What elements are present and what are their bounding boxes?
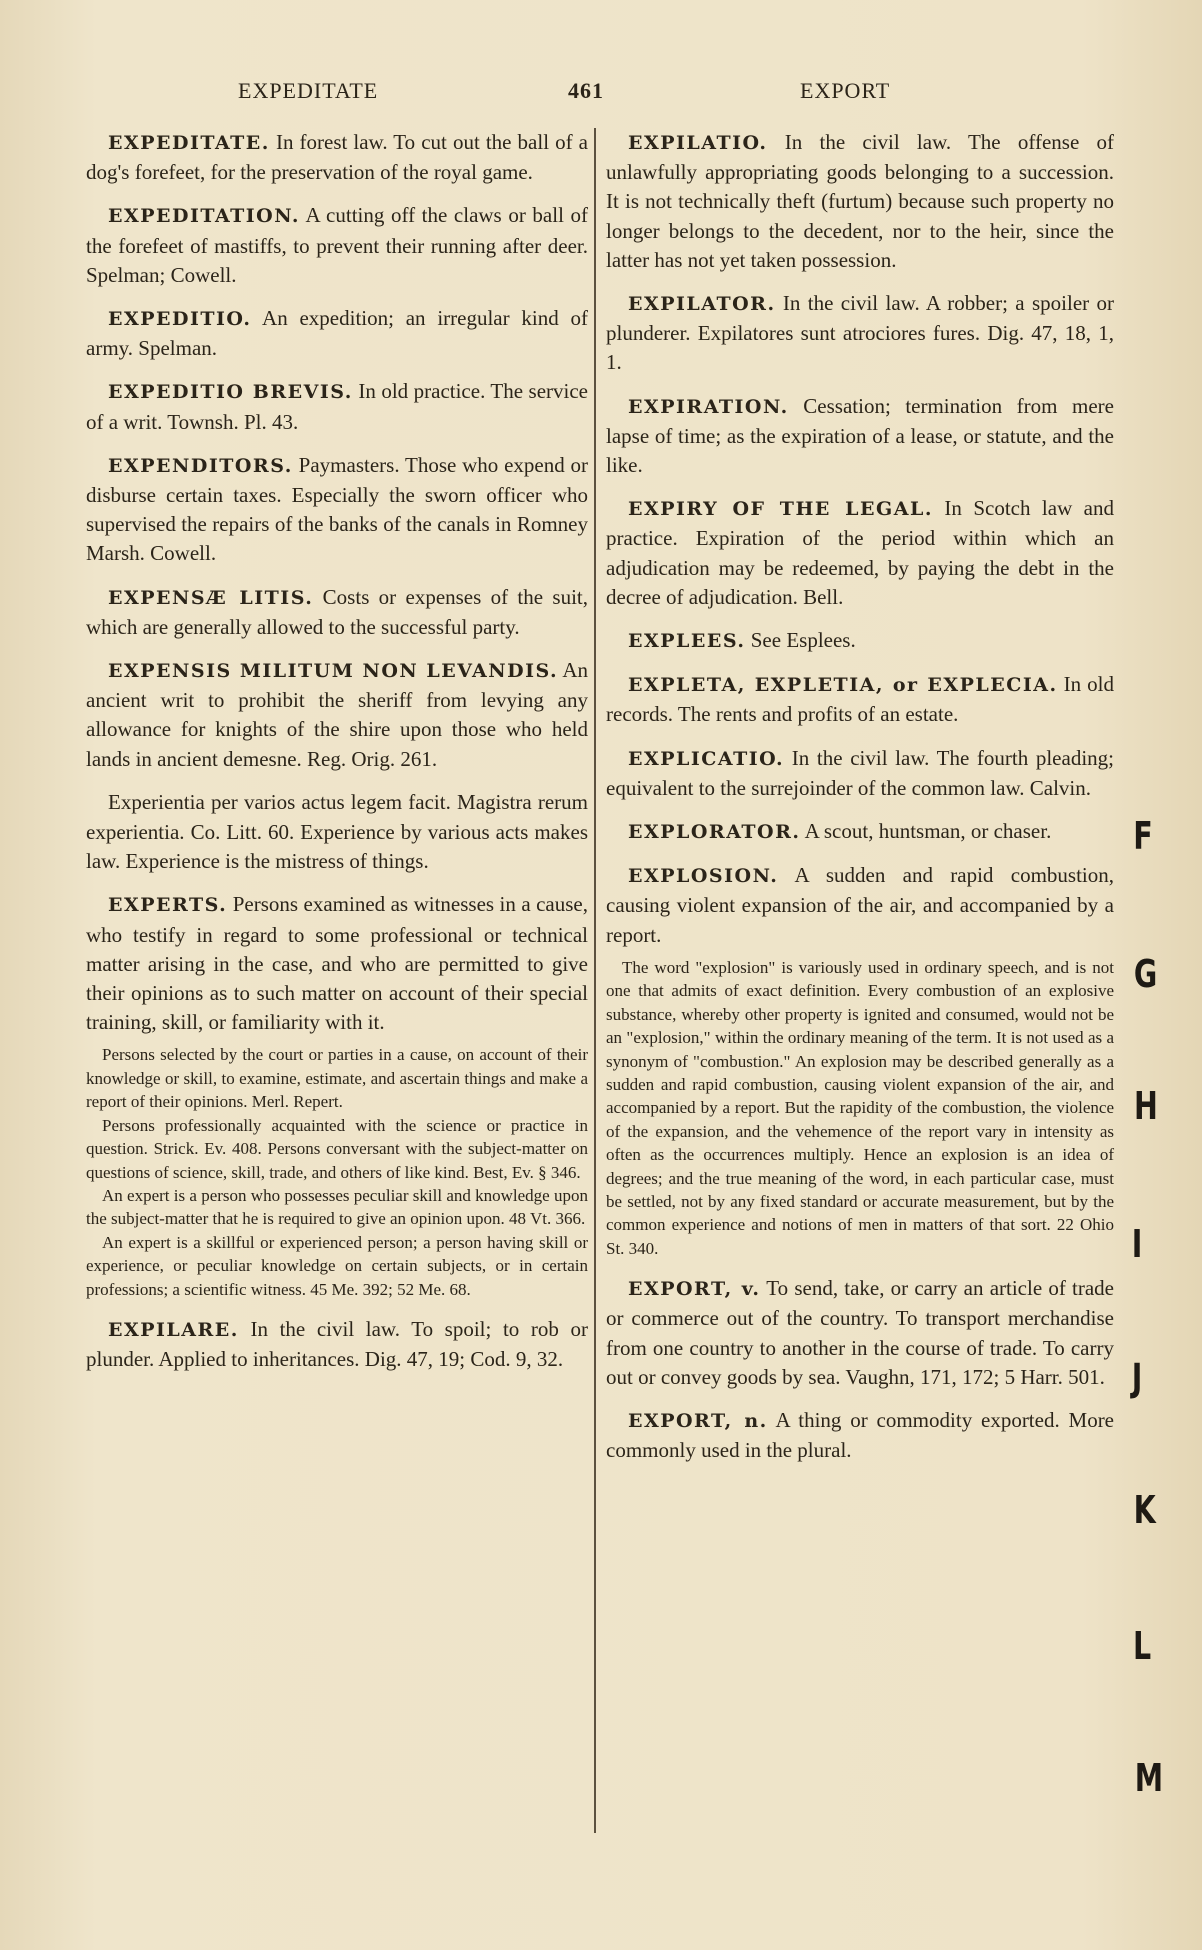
column-divider [594, 128, 596, 1833]
headword: EXPEDITIO BREVIS. [108, 381, 353, 404]
note-paragraph: The word "explosion" is variously used in ordinary speech, and is not one that admits of exact definition. Every combustion of an explosive substance, whereby other property is ignited and consumed, would not be an "explosion," within the ordinary meaning of the term. It is not used as a synonym of "combustion." An explosion may be described generally as a sudden and rapid combustion, causing violent expansion of the air, and accompanied by a report. But the rapidity of the combustion, the violence of the expansion, and the vehemence of the report vary in intensity as often as the occurrences multiply. Hence an explosion is an idea of degrees; and the true meaning of the word, in each particular case, must be settled, not by any fixed standard or accurate measurement, but by the common experience and notions of men in matters of that sort. 22 Ohio St. 340. [606, 957, 1114, 1258]
note-paragraph: Persons selected by the court or parties in a cause, on account of their knowledge or skill, to examine, estimate, and ascertain things and make a report of their opinions. Merl. Repert. [86, 1045, 588, 1112]
headword: EXPENSÆ LITIS. [108, 586, 314, 609]
thumb-tab-h[interactable]: H [1133, 1084, 1158, 1128]
headword: EXPLOSION. [628, 865, 779, 888]
definition: An ancient writ to prohibit the sheriff from levying any allowance for knights of the shire upon those who held lands in ancient demesne. Reg. Orig. 261. [86, 658, 588, 771]
headword: EXPLICATIO. [628, 747, 785, 770]
entry [606, 670, 1114, 729]
entry [606, 494, 1114, 612]
headword: EXPIRY OF THE LEGAL. [628, 498, 933, 521]
maxim-entry [86, 788, 588, 877]
entry [86, 451, 588, 569]
headword: EXPLORATOR. [628, 821, 801, 844]
definition: A thing or commodity exported. More commonly used in the plural. [606, 1407, 1115, 1463]
definition: In the civil law. To spoil; to rob or plunder. Applied to inheritances. Dig. 47, 19; Cod. 9, 32. [86, 1316, 588, 1372]
definition: In the civil law. The offense of unlawfully appropriating goods belonging to a succession. It is not technically theft (furtum) because such property no longer belongs to the decedent, nor to the heir, since the latter has not yet taken possession. [606, 130, 1114, 272]
headword: EXPLETA, EXPLETIA, or EXPLECIA. [628, 674, 1058, 697]
headword: EXPENDITORS. [108, 454, 293, 477]
entry [86, 201, 588, 290]
headword: EXPILATIO. [628, 132, 768, 154]
entry [606, 1406, 1114, 1465]
thumb-tab-m[interactable]: M [1134, 1756, 1164, 1800]
entry [606, 128, 1114, 275]
note-paragraph: An expert is a skillful or experienced person; a person having skill or experience, or peculiar knowledge on certain subjects, or in certain professions; a scientific witness. 45 Me. 392; 52 Me. 68. [86, 1232, 588, 1299]
headword: EXPENSIS MILITUM NON LEVANDIS. [108, 660, 559, 683]
experts-notes [86, 1043, 588, 1300]
headword: EXPIRATION. [628, 395, 789, 418]
definition: A cutting off the claws or ball of the forefeet of mastiffs, to prevent their running after deer. Spelman; Cowell. [86, 203, 588, 287]
entry [86, 656, 588, 774]
entry [86, 128, 588, 187]
left-column [86, 128, 588, 1388]
headword: EXPERTS. [108, 894, 228, 917]
entry [606, 1274, 1114, 1392]
entry [606, 392, 1114, 481]
entry [606, 817, 1114, 847]
thumb-tab-j[interactable]: J [1131, 1356, 1143, 1400]
thumb-tab-i[interactable]: I [1131, 1222, 1143, 1266]
definition: In the civil law. The fourth pleading; equivalent to the surrejoinder of the common law. Calvin. [606, 745, 1114, 800]
definition: An expedition; an irregular kind of army. Spelman. [86, 306, 588, 361]
headword: EXPILARE. [108, 1318, 239, 1341]
thumb-tab-l[interactable]: L [1133, 1624, 1152, 1668]
definition: In old practice. The service of a writ. Townsh. Pl. 43. [86, 379, 588, 434]
definition: In old records. The rents and profits of an estate. [606, 672, 1115, 727]
entry [86, 377, 588, 436]
thumb-tab-k[interactable]: K [1133, 1488, 1156, 1532]
entry [86, 304, 588, 363]
headword: EXPORT, v. [628, 1278, 761, 1301]
running-header [0, 78, 1202, 108]
definition: Costs or expenses of the suit, which are generally allowed to the successful party. [86, 584, 589, 639]
right-column [606, 128, 1114, 1479]
headword: EXPLEES. [628, 630, 746, 653]
definition: A scout, huntsman, or chaser. [800, 819, 1052, 844]
entry [86, 890, 588, 1037]
definition: Experientia per varios actus legem facit. Magistra rerum experientia. Co. Litt. 60. Experience by various acts makes law. Experience is the mistress of things. [86, 789, 588, 874]
definition: In the civil law. A robber; a spoiler or plunderer. Expilatores sunt atrociores fures. Dig. 47, 18, 1, 1. [606, 291, 1114, 375]
entry [606, 861, 1114, 950]
thumb-tab-g[interactable]: G [1133, 952, 1158, 996]
entry [606, 289, 1114, 378]
definition: Cessation; termination from mere lapse of time; as the expiration of a lease, or statute, and the like. [606, 393, 1114, 478]
definition: In forest law. To cut out the ball of a dog's forefeet, for the preservation of the royal game. [86, 130, 588, 185]
definition: In Scotch law and practice. Expiration of the period within which an adjudication may be redeemed, by paying the debt in the decree of adjudication. Bell. [606, 496, 1114, 609]
headword: EXPORT, n. [628, 1409, 768, 1432]
definition: A sudden and rapid combustion, causing violent expansion of the air, and accompanied by a report. [606, 863, 1114, 947]
header-right-guideword: EXPORT [800, 78, 891, 103]
entry [606, 744, 1114, 803]
headword: EXPEDITATION. [108, 205, 301, 228]
definition: Paymasters. Those who expend or disburse certain taxes. Especially the sworn officer who supervised the repairs of the banks of the canals in Romney Marsh. Cowell. [86, 452, 588, 566]
note-paragraph: Persons professionally acquainted with the science or practice in question. Strick. Ev. 408. Persons conversant with the subject-matter on questions of science, skill, trade, and others of like kind. Best, Ev. § 346. [86, 1115, 588, 1182]
definition: To send, take, or carry an article of trade or commerce out of the country. To transport merchandise from one country to another in the course of trade. To carry out or convey goods by sea. Vaughn, 171, 172; 5 Harr. 501. [606, 1276, 1114, 1389]
headword: EXPILATOR. [628, 293, 776, 316]
headword: EXPEDITIO. [108, 308, 252, 331]
entry [86, 1315, 588, 1374]
note-paragraph: An expert is a person who possesses peculiar skill and knowledge upon the subject-matter that he is required to give an opinion upon. 48 Vt. 366. [86, 1185, 588, 1229]
definition: See Esplees. [745, 628, 856, 653]
definition: Persons examined as witnesses in a cause, who testify in regard to some professional or technical matter arising in the case, and who are permitted to give their opinions as to such matter on account of their special training, skill, or familiarity with it. [86, 892, 588, 1035]
headword: EXPEDITATE. [108, 132, 270, 154]
header-left-guideword: EXPEDITATE [238, 78, 379, 103]
entry [606, 626, 1114, 656]
entry [86, 583, 588, 642]
page-number: 461 [568, 78, 604, 103]
explosion-note [606, 956, 1114, 1260]
thumb-tab-f[interactable]: F [1133, 814, 1153, 858]
